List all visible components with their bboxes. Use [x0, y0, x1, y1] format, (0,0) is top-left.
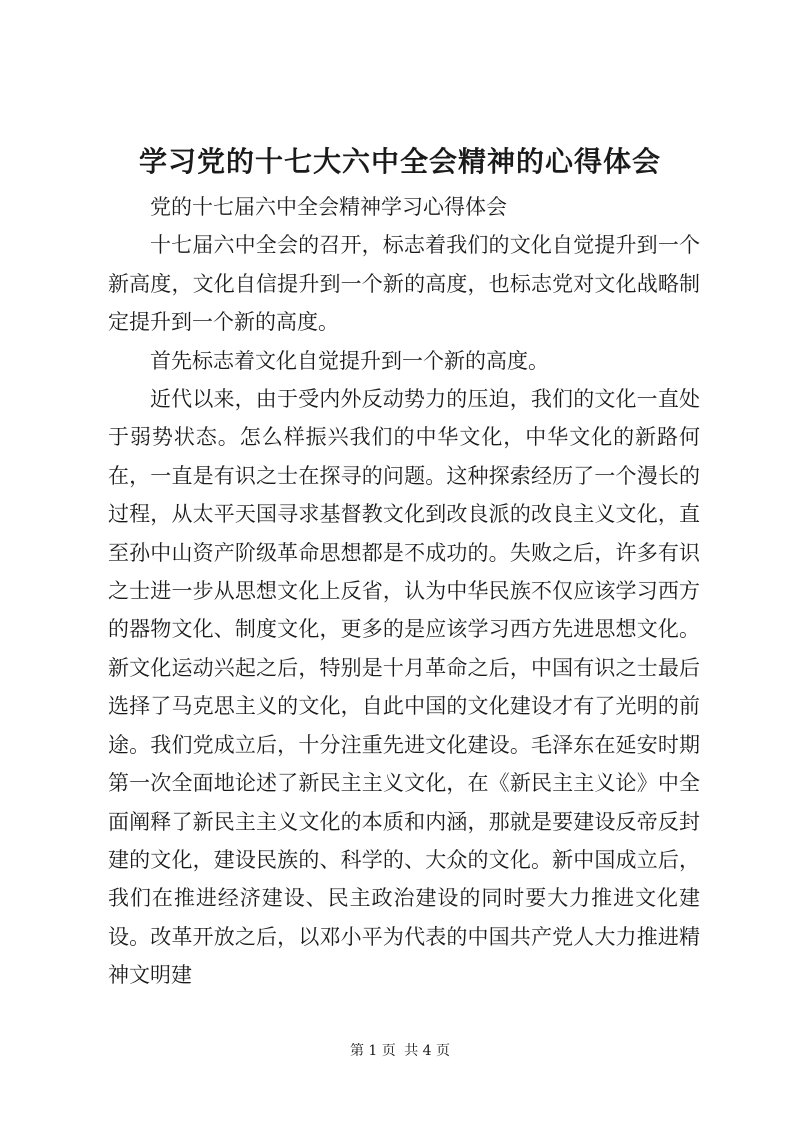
page-number: 第 1 页 — [349, 1043, 396, 1059]
document-title: 学习党的十七大六中全会精神的心得体会 — [138, 145, 661, 178]
document-body — [108, 188, 700, 995]
body-paragraph: 十七届六中全会的召开，标志着我们的文化自觉提升到一个新高度，文化自信提升到一个新的高度，也标志党对文化战略制定提升到一个新的高度。 — [108, 233, 700, 335]
body-paragraph: 首先标志着文化自觉提升到一个新的高度。 — [150, 348, 549, 373]
page-total: 共 4 页 — [404, 1043, 451, 1059]
page-footer — [0, 1041, 800, 1061]
body-paragraph: 近代以来，由于受内外反动势力的压迫，我们的文化一直处于弱势状态。怎么样振兴我们的中华文化，中华文化的新路何在，一直是有识之士在探寻的问题。这种探索经历了一个漫长的过程，从太平天国寻求基督教文化到改良派的改良主义文化，直至孙中山资产阶级革命思想都是不成功的。失败之后，许多有识之士进一步从思想文化上反省，认为中华民族不仅应该学习西方的器物文化、制度文化，更多的是应该学习西方先进思想文化。新文化运动兴起之后，特别是十月革命之后，中国有识之士最后选择了马克思主义的文化，自此中国的文化建设才有了光明的前途。我们党成立后，十分注重先进文化建设。毛泽东在延安时期第一次全面地论述了新民主主义文化，在《新民主主义论》中全面阐释了新民主主义文化的本质和内涵，那就是要建设反帝反封建的文化，建设民族的、科学的、大众的文化。新中国成立后，我们在推进经济建设、民主政治建设的同时要大力推进文化建设。改革开放之后，以邓小平为代表的中国共产党人大力推进精神文明建 — [108, 387, 700, 988]
subtitle-paragraph: 党的十七届六中全会精神学习心得体会 — [150, 195, 507, 219]
